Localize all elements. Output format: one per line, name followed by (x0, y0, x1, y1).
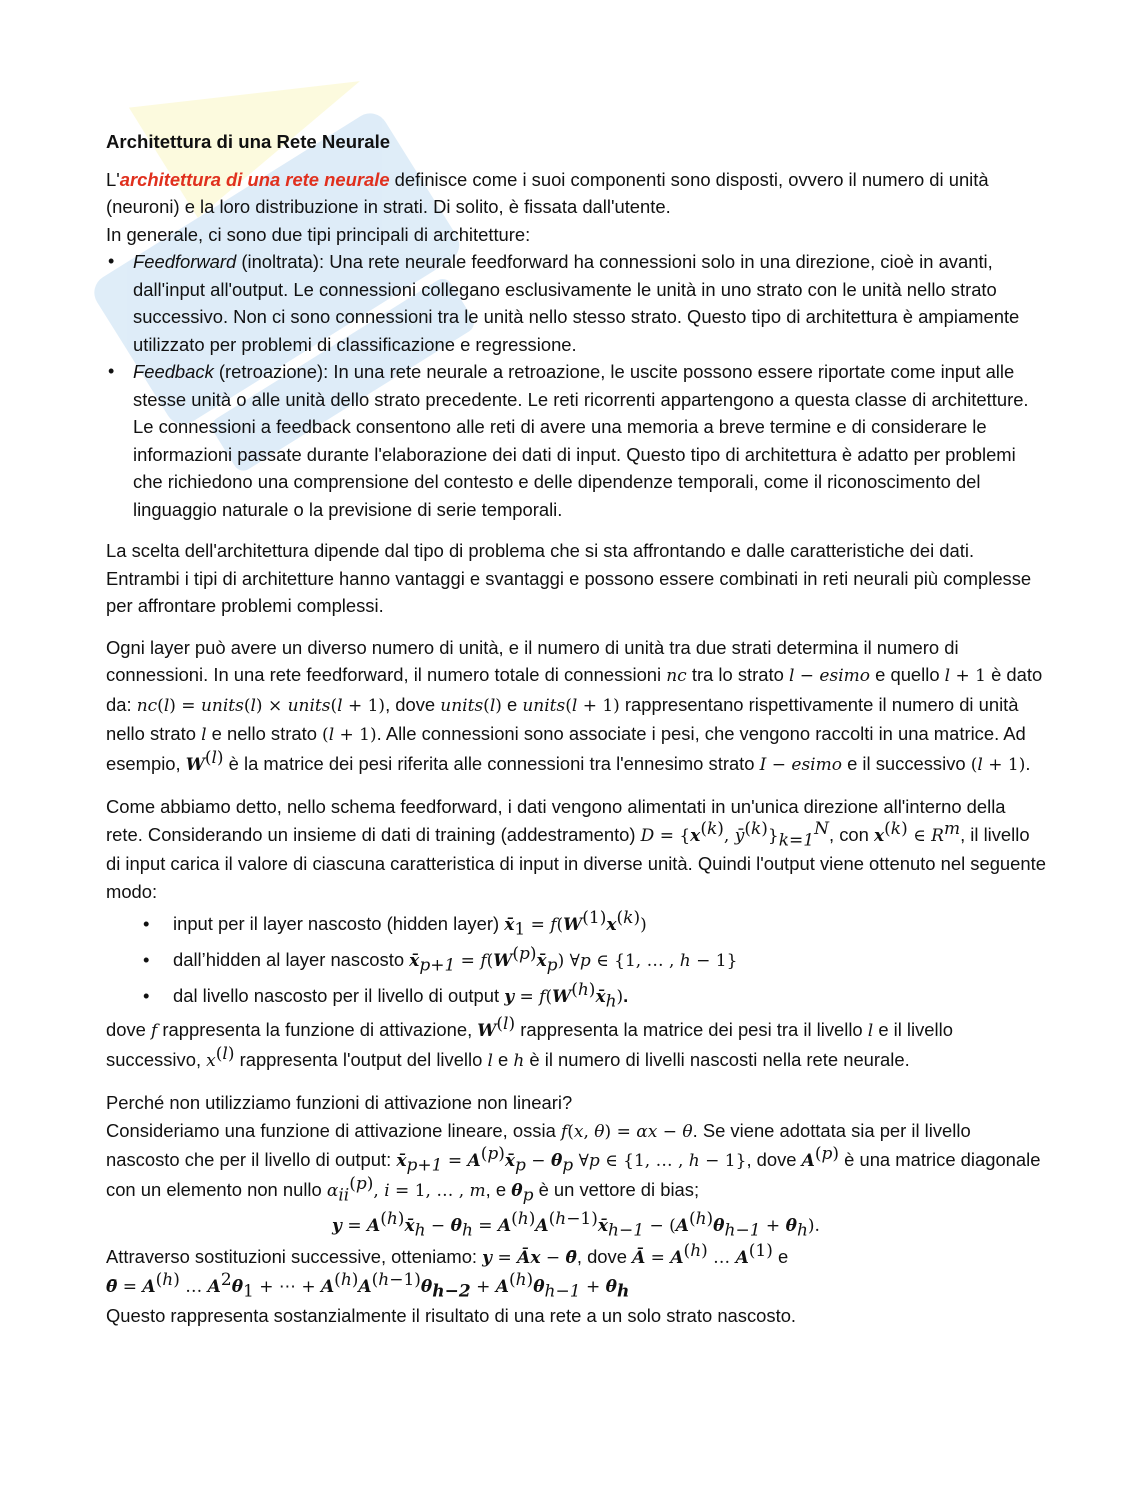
document-page (106, 128, 1046, 1329)
page-title: Architettura di una Rete Neurale (106, 131, 391, 152)
highlight-term: architettura di una rete neurale (119, 168, 390, 190)
substitution-paragraph: Attraverso sostituzioni successive, otteniamo: y = Āx − θ̄, dove Ā = $A^{(h)}$ … $A^{(1)}$ e (106, 1240, 789, 1268)
list-item: • Feedback (retroazione): In una rete neurale a retroazione, le uscite possono essere riportate come input alle stesse unità o alle unità dello strato precedente. Le reti ricorrenti appartengono a questa classe di architetture. Le connessioni a feedback consentono alle reti di avere una memoria a breve termine e di considerare le informazioni passate durante l'elaborazione dei dati di input. Questo tipo di architettura è adatto per problemi che richiedono una comprensione del contesto e delle dipendenze temporali, come il riconoscimento del linguaggio naturale o la previsione di serie temporali. (133, 358, 1046, 523)
list-item: • dal livello nascosto per il livello di output $y = f(W^{(h)}x̄_h)$. (173, 980, 1046, 1013)
intro-line: In generale, ci sono due tipi principali di architetture: (106, 223, 531, 245)
conclusion-paragraph: Questo rappresenta sostanzialmente il risultato di una rete a un solo strato nascosto. (106, 1304, 797, 1326)
architecture-types-list (106, 248, 1046, 523)
data-paragraph: Come abbiamo detto, nello schema feedforward, i dati vengono alimentati in un'unica direzione all'interno della rete. Considerando un insieme di dati di training (addestramento) $D = \{x^{(k)}$, $ȳ^{(k)}\}_{k=1}^N$, con $x^{(k)}$ ∈ $R^m$, il livello di input carica il valore di ciascuna caratteristica di input in diverse unità. Quindi l'output viene ottenuto nel seguente modo: (106, 796, 1046, 902)
linear-question: Perché non utilizziamo funzioni di attivazione non lineari? (106, 1092, 573, 1113)
choice-paragraph: La scelta dell'architettura dipende dal tipo di problema che si sta affrontando e dalle caratteristiche dei dati. Entrambi i tipi di architetture hanno vantaggi e svantaggi e possono essere combinati in reti neurali più complesse per affrontare problemi complessi. (106, 540, 1032, 616)
output-steps-list (106, 908, 1046, 1013)
equation-display: $y = A^{(h)}x̄_h - \theta_h$ = $A^{(h)}A^{(h-1)}x̄_{h-1} - (A^{(h)}\theta_{h-1} + \theta_h)$. (332, 1208, 820, 1241)
list-item: • dall’hidden al layer nascosto $x̄_{p+1}$ = $f(W^{(p)}x̄_p)$ ∀p ∈ {1, … , h − 1} (173, 944, 1046, 977)
layers-paragraph: Ogni layer può avere un diverso numero di unità, e il numero di unità tra due strati determina il numero di connessioni. In una rete feedforward, il numero totale di connessioni nc tra lo strato l − esimo e quello l + 1 è dato da: nc(l) = units(l) × units(l + 1), dove units(l) e units(l + 1) rappresentano rispettivamente il numero di unità nello strato l e nello strato (l + 1). Alle connessioni sono associate i pesi, che vengono raccolti in una matrice. Ad esempio, $W^{(l)}$ è la matrice dei pesi riferita alle connessioni tra l'ennesimo strato I − esimo e il successivo (l + 1). (106, 636, 1043, 775)
linear-paragraph: Consideriamo una funzione di attivazione lineare, ossia f(x, θ) = αx − θ. Se viene adottata sia per il livello nascosto che per il livello di output: $x̄_{p+1}$ = $A^{(p)}x̄_p - \theta_p$ ∀p ∈ {1, … , h − 1}, dove $A^{(p)}$ è una matrice diagonale con un elemento non nullo $\alpha_{ii}^{(p)}$, i = 1, … , m, e $\theta_p$ è un vettore di bias; (106, 1119, 1041, 1206)
theta-equation: θ̄ = $A^{(h)}$ … $A^2\theta_1$ + ⋯ + $A^{(h)}A^{(h-1)}\theta_{h-2} + A^{(h)}\theta_{h-1} + \theta_h$ (106, 1269, 630, 1302)
where-paragraph: dove f rappresenta la funzione di attivazione, $W^{(l)}$ rappresenta la matrice dei pesi tra il livello l e il livello successivo, $x^{(l)}$ rappresenta l'output del livello l e h è il numero di livelli nascosti nella rete neurale. (106, 1013, 953, 1071)
intro-paragraph: L'architettura di una rete neurale definisce come i suoi componenti sono disposti, ovvero il numero di unità (neuroni) e la loro distribuzione in strati. Di solito, è fissata dall'utente. (106, 168, 989, 217)
list-item: • input per il layer nascosto (hidden layer) $x̄_1 = f(W^{(1)}x^{(k)})$ (173, 908, 1046, 941)
list-item: • Feedforward (inoltrata): Una rete neurale feedforward ha connessioni solo in una direzione, cioè in avanti, dall'input all'output. Le connessioni collegano esclusivamente le unità in uno strato con le unità nello strato successivo. Non ci sono connessioni tra le unità nello stesso strato. Questo tipo di architettura è ampiamente utilizzato per problemi di classificazione e regressione. (133, 248, 1046, 358)
